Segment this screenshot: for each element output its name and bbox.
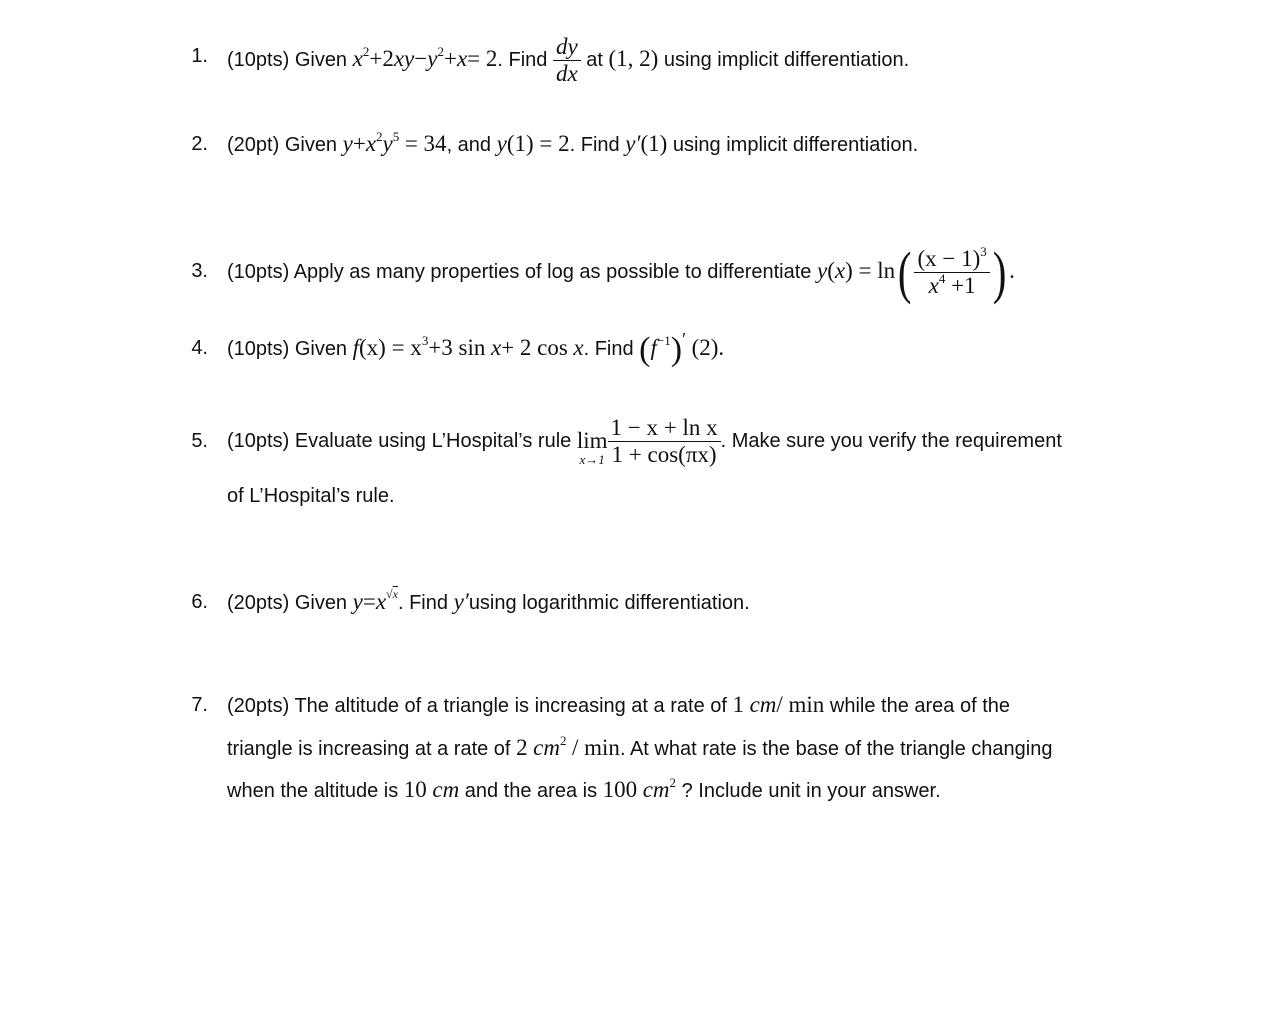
problem-number: 5. (191, 430, 208, 452)
points-label: (10pts) (227, 430, 290, 452)
problem-text: (20pts) Given y=x√x. Find y′using logarithmic differentiation. (227, 587, 750, 614)
problem-4 (0, 326, 1284, 370)
points-label: (10pts) (227, 338, 290, 360)
log-fraction: $\frac{(x - 1)^3}{x^4 +1}$ (914, 246, 989, 299)
problem-text: (10pts) Given $x^2+2xy-y^2+x= 2$. Find $\frac{dy}{dx}$ at (1, 2) using implicit differentiation. (227, 34, 910, 86)
points-label: (20pt) (227, 134, 280, 156)
problem-text: (10pts) Evaluate using L’Hospital’s rule lim x→1 $\frac{\text{1 − x + ln x}}{1 + \cos(\pi x)}$ . Make sure you verify the requirement (227, 415, 1062, 468)
problem-7 (0, 685, 1284, 725)
problem-6 (0, 582, 1284, 622)
problem-text: (10pts) Apply as many properties of log as possible to differentiate y(x) = ln( $\frac{(x - 1)^3}{x^4 +1}$ ) . (227, 239, 1015, 305)
problem-1 (0, 34, 1284, 86)
problem-3 (0, 236, 1284, 306)
problem-number: 2. (191, 133, 208, 155)
problem-number: 1. (191, 45, 208, 67)
problem-number: 7. (191, 694, 208, 716)
problem-7-line-3: when the altitude is 10 cm and the area is 100 $cm^2$ ? Include unit in your answer. (227, 775, 941, 802)
problem-7-line-2: triangle is increasing at a rate of 2 $cm^2$ / min. At what rate is the base of the triangle changing (227, 733, 1053, 760)
points-label: (10pts) (227, 261, 290, 283)
problem-number: 3. (191, 260, 208, 282)
points-label: (10pts) (227, 48, 290, 71)
problem-text: (20pt) Given $y+x^2y^5 = 34$, and y(1) = 2. Find y′(1) using implicit differentiation. (227, 129, 919, 156)
problem-number: 4. (191, 337, 208, 359)
limit-operator: lim x→1 (576, 427, 608, 467)
dy-dx-fraction: $\frac{dy}{dx}$ (553, 34, 581, 87)
points-label: (20pts) (227, 695, 290, 717)
points-label: (20pts) (227, 592, 290, 614)
problem-2 (0, 124, 1284, 164)
problem-number: 6. (191, 591, 208, 613)
problem-text: (10pts) Given $f(x) = x^3+3$ sin x+ 2 cos x. Find $(f^{-1})'$ (2). (227, 329, 725, 368)
problem-5-continued: of L’Hospital’s rule. (227, 485, 395, 507)
problem-text: (20pts) The altitude of a triangle is increasing at a rate of 1 cm/ min while the area of the (227, 692, 1010, 717)
limit-fraction: $\frac{\text{1 − x + ln x}}{1 + \cos(\pi x)}$ (608, 415, 721, 468)
problem-5 (0, 410, 1284, 472)
